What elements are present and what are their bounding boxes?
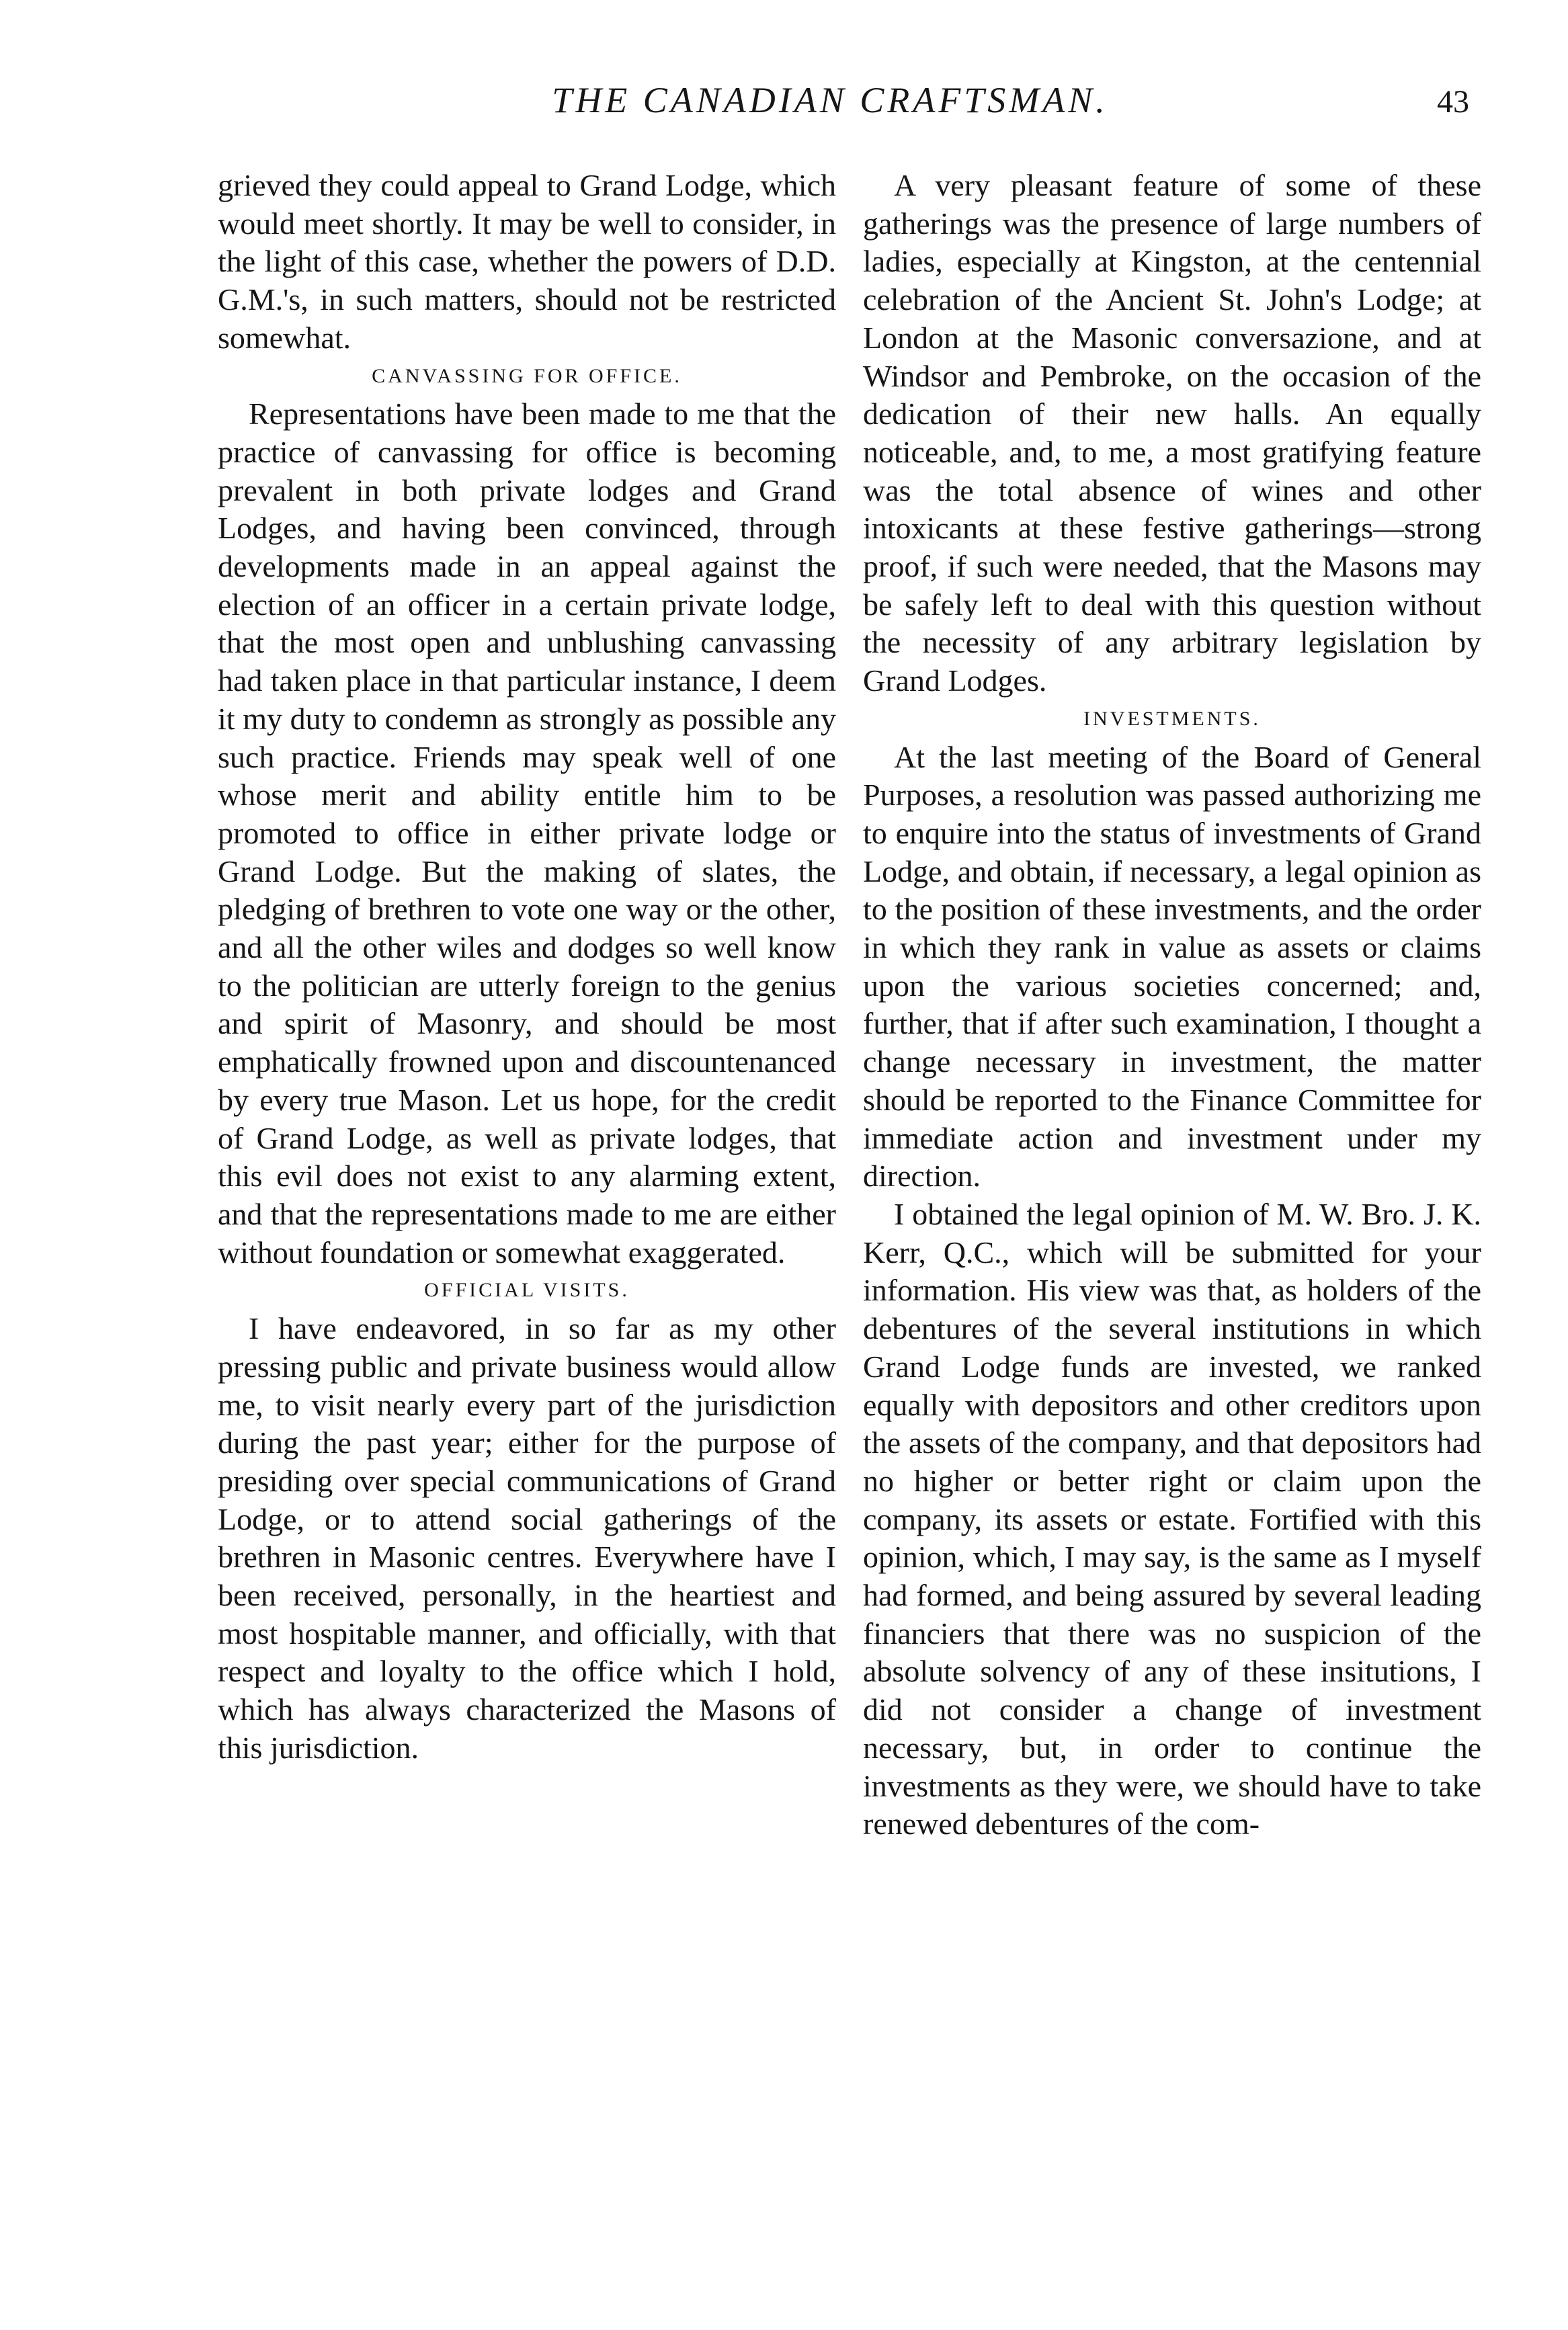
right-column	[863, 167, 1481, 1843]
paragraph-official-visits: I have endeavored, in so far as my other pressing public and private business would allow me, to visit nearly every part of the jurisdiction during the past year; either for the purpose of presiding over special communications of Grand Lodge, or to attend social gatherings of the brethren in Masonic centres. Everywhere have I been received, personally, in the heartiest and most hospitable manner, and officially, with that respect and loyalty to the office which I hold, which has always characterized the Masons of this jurisdiction.	[218, 1311, 836, 1765]
heading-official-visits: OFFICIAL VISITS.	[424, 1279, 630, 1302]
paragraph-canvassing: Representations have been made to me that the practice of canvassing for office is becoming prevalent in both private lodges and Grand Lodges, and having been convinced, through developments made in an appeal against the election of an officer in a certain private lodge, that the most open and unblushing canvassing had taken place in that particular instance, I deem it my duty to condemn as strongly as possible any such practice. Friends may speak well of one whose merit and ability entitle him to be promoted to office in either private lodge or Grand Lodge. But the making of slates, the pledging of brethren to vote one way or the other, and all the other wiles and dodges so well know to the politician are utterly foreign to the genius and spirit of Masonry, and should be most emphatically frowned upon and discountenanced by every true Mason. Let us hope, for the credit of Grand Lodge, as well as private lodges, that this evil does not exist to any alarming extent, and that the representations made to me are either without foundation or somewhat exaggerated.	[218, 397, 836, 1270]
paragraph-legal-opinion: I obtained the legal opinion of M. W. Bro. J. K. Kerr, Q.C., which will be submitted for your information. His view was that, as holders of the debentures of the several institutions in which Grand Lodge funds are invested, we ranked equally with depositors and other creditors upon the assets of the company, and that depositors had no higher or better right or claim upon the company, its assets or estate. Fortified with this opinion, which, I may say, is the same as I myself had formed, and being assured by several leading financiers that there was no suspicion of the absolute solvency of any of these insitutions, I did not consider a change of investment necessary, but, in order to continue the investments as they were, we should have to take renewed debentures of the com-	[863, 1196, 1481, 1841]
heading-canvassing-for-office: CANVASSING FOR OFFICE.	[372, 364, 682, 387]
running-head	[0, 79, 1568, 133]
page-number: 43	[1437, 84, 1469, 120]
left-column	[218, 167, 836, 1767]
paragraph-gatherings: A very pleasant feature of some of these gatherings was the presence of large numbers of ladies, especially at Kingston, at the centennial celebration of the Ancient St. John's Lodge; at London at the Masonic conversazione, and at Windsor and Pembroke, on the occasion of the dedication of their new halls. An equally noticeable, and, to me, a most gratifying feature was the total absence of wines and other intoxicants at these festive gatherings—strong proof, if such were needed, that the Masons may be safely left to deal with this question without the necessity of any arbitrary legislation by Grand Lodges.	[863, 168, 1481, 698]
paragraph-grieved: grieved they could appeal to Grand Lodge, which would meet shortly. It may be well to consider, in the light of this case, whether the powers of D.D. G.M.'s, in such matters, should not be restricted somewhat.	[218, 168, 836, 355]
journal-title: THE CANADIAN CRAFTSMAN.	[552, 80, 1108, 120]
paragraph-investments: At the last meeting of the Board of General Purposes, a resolution was passed authorizing me to enquire into the status of investments of Grand Lodge, and obtain, if necessary, a legal opinion as to the position of these investments, and the order in which they rank in value as assets or claims upon the various societies concerned; and, further, that if after such examination, I thought a change necessary in investment, the matter should be reported to the Finance Committee for immediate action and investment under my direction.	[863, 739, 1481, 1194]
heading-investments: INVESTMENTS.	[1083, 707, 1261, 730]
